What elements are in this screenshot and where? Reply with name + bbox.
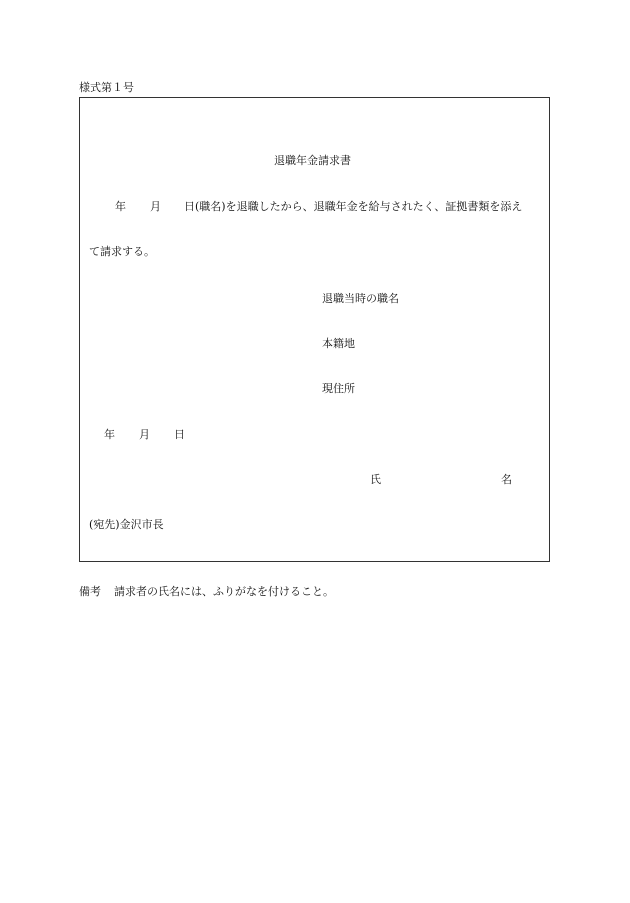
form-number: 様式第１号: [79, 81, 134, 94]
body-date-month: 月: [150, 200, 161, 213]
name-label-given: 名: [501, 473, 512, 486]
signing-date-month: 月: [139, 428, 150, 441]
signing-date-day: 日: [174, 428, 185, 441]
body-line-1: 日(職名)を退職したから、退職年金を給与されたく、証拠書類を添え: [184, 200, 523, 213]
field-registered-domicile: 本籍地: [322, 337, 355, 350]
form-title: 退職年金請求書: [274, 154, 351, 167]
addressee: (宛先)金沢市長: [89, 518, 164, 531]
name-label-family: 氏: [370, 473, 381, 486]
note-text: 請求者の氏名には、ふりがなを付けること。: [114, 585, 334, 598]
body-date-year: 年: [115, 200, 126, 213]
field-current-address: 現住所: [322, 382, 355, 395]
field-position-at-retirement: 退職当時の職名: [322, 292, 399, 305]
body-line-2: て請求する。: [89, 245, 155, 258]
signing-date-year: 年: [104, 428, 115, 441]
note-label: 備考: [79, 585, 101, 598]
